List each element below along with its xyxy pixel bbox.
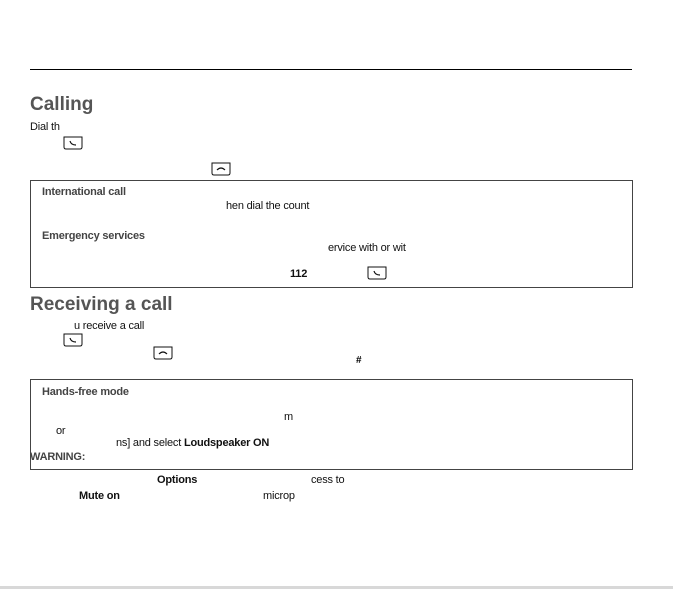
end-key-icon: [152, 346, 174, 360]
handsfree-fragment-or: or: [56, 425, 66, 437]
call-key-icon: [366, 266, 388, 280]
options-label: Options: [157, 474, 198, 486]
handsfree-title: Hands-free mode: [42, 386, 129, 398]
hash-key-icon: #: [356, 355, 362, 366]
end-key-icon: [210, 162, 232, 176]
handsfree-options-text: ns] and select Loudspeaker ON: [116, 437, 270, 449]
emergency-services-title: Emergency services: [42, 230, 145, 242]
header-rule: [30, 69, 632, 70]
international-call-text: hen dial the count: [226, 200, 310, 212]
emergency-number: 112: [290, 268, 308, 280]
warning-label: WARNING:: [30, 451, 86, 463]
access-text: cess to: [311, 474, 345, 486]
emergency-services-text: ervice with or wit: [328, 242, 406, 254]
call-key-icon: [62, 333, 84, 347]
receiving-heading: Receiving a call: [30, 294, 173, 315]
handsfree-fragment-m: m: [284, 411, 293, 423]
receive-text: u receive a call: [74, 320, 145, 332]
call-key-icon: [62, 136, 84, 150]
international-call-title: International call: [42, 186, 126, 198]
mute-on-label: Mute on: [79, 490, 120, 502]
dial-text: Dial th: [30, 121, 60, 133]
microphone-text: microp: [263, 490, 295, 502]
calling-heading: Calling: [30, 94, 94, 115]
loudspeaker-on-label: Loudspeaker ON: [183, 437, 270, 449]
